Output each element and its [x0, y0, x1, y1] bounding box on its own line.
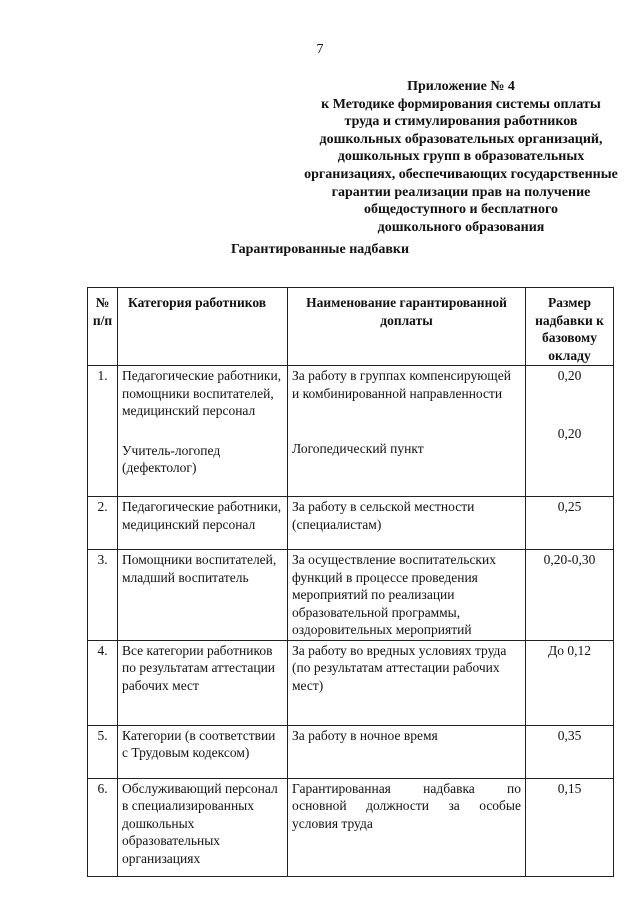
appendix-line: общедоступного и бесплатного — [364, 202, 558, 218]
allowances-table — [87, 287, 614, 877]
appendix-line: дошкольного образования — [377, 219, 545, 235]
document-title: Гарантированные надбавки — [230, 242, 410, 257]
row-payment-text: За работу в группах компенсирующей и комбинированной направленности — [292, 368, 511, 401]
appendix-header — [296, 78, 626, 236]
row-num: 5. — [88, 725, 118, 778]
table-row — [88, 497, 614, 550]
appendix-line: дошкольных образовательных организаций, — [319, 131, 603, 147]
row-payment: За работу в ночное время — [288, 725, 526, 778]
row-size: 0,25 — [526, 497, 614, 550]
appendix-line: дошкольных групп в образовательных — [337, 149, 585, 165]
table-row — [88, 366, 614, 497]
row-category: Помощники воспитателей, младший воспитатель — [118, 550, 288, 641]
row-num: 3. — [88, 550, 118, 641]
row-size-extra: 0,20 — [557, 425, 582, 441]
row-category: Обслуживающий персонал в специализированных дошкольных образовательных организациях — [118, 778, 288, 876]
row-num: 2. — [88, 497, 118, 550]
table-row — [88, 725, 614, 778]
appendix-line: организациях, обеспечивающих государственные — [304, 166, 618, 182]
row-size: 0,35 — [526, 725, 614, 778]
header-size: Размер надбавки к базовому окладу — [526, 288, 614, 366]
row-payment — [288, 366, 526, 497]
header-category: Категория работников — [118, 288, 288, 366]
row-size: 0,20-0,30 — [526, 550, 614, 641]
row-category-text: Педагогические работники, помощники воспитателей, медицинский персонал — [122, 368, 282, 418]
row-size: 0,15 — [526, 778, 614, 876]
row-category: Педагогические работники, медицинский персонал — [118, 497, 288, 550]
header-num: № п/п — [88, 288, 118, 366]
row-category-extra: Учитель-логопед (дефектолог) — [122, 442, 221, 475]
appendix-line: Приложение № 4 — [407, 79, 515, 94]
appendix-line: к Методике формирования системы оплаты — [321, 96, 601, 112]
row-category: Категории (в соответствии с Трудовым кодексом) — [118, 725, 288, 778]
table-row — [88, 550, 614, 641]
row-payment-extra: Логопедический пункт — [292, 441, 424, 456]
appendix-line: гарантии реализации прав на получение — [331, 184, 591, 200]
page-number: 7 — [316, 42, 324, 57]
row-num: 4. — [88, 640, 118, 725]
row-category: Все категории работников по результатам аттестации рабочих мест — [118, 640, 288, 725]
row-num: 6. — [88, 778, 118, 876]
row-payment: За работу в сельской местности (специалистам) — [288, 497, 526, 550]
row-payment: За работу во вредных условиях труда (по результатам аттестации рабочих мест) — [288, 640, 526, 725]
row-payment: Гарантированная надбавка по основной должности за особые условия труда — [288, 778, 526, 876]
row-payment: За осуществление воспитательских функций в процессе проведения мероприятий по реализации образовательной программы, оздоровительных мероприятий — [288, 550, 526, 641]
table-header-row — [88, 288, 614, 366]
row-num: 1. — [88, 366, 118, 497]
appendix-line: труда и стимулирования работников — [344, 114, 578, 130]
row-category — [118, 366, 288, 497]
row-size: До 0,12 — [526, 640, 614, 725]
row-size-text: 0,20 — [557, 368, 582, 383]
row-size — [526, 366, 614, 497]
table-row — [88, 640, 614, 725]
table-row — [88, 778, 614, 876]
header-payment: Наименование гарантированной доплаты — [288, 288, 526, 366]
